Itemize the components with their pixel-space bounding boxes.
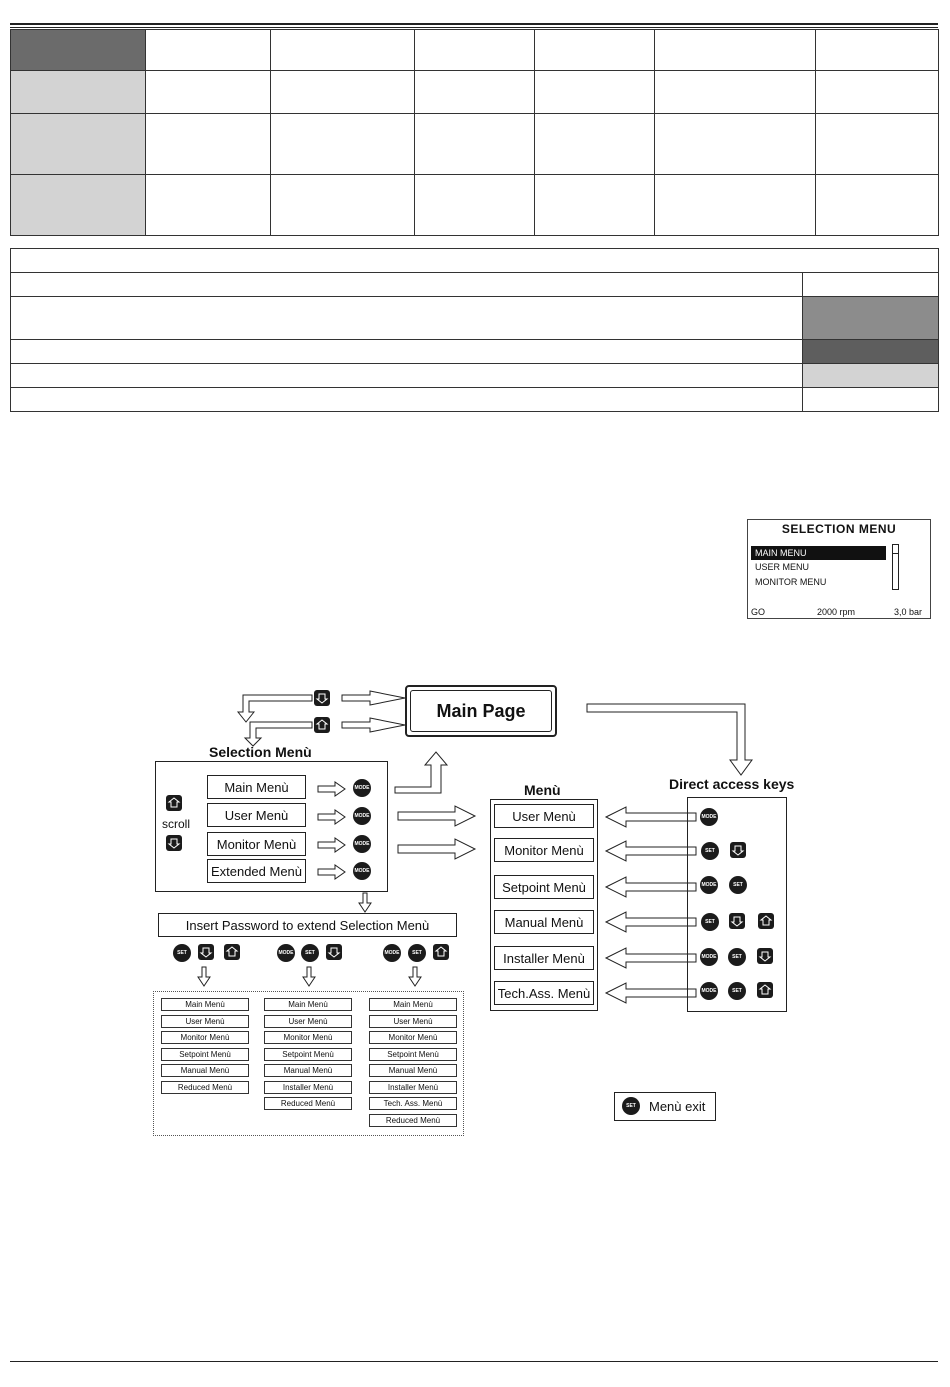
extended-list-item[interactable]: User Menù <box>264 1015 352 1028</box>
menu-exit-label: Menù exit <box>649 1099 706 1114</box>
set-button-icon[interactable]: SET <box>729 876 747 894</box>
down-key-icon[interactable] <box>198 944 214 960</box>
selection-item-main-menu[interactable] <box>207 775 306 799</box>
set-button-icon[interactable]: SET <box>701 842 719 860</box>
main-page-label: Main Page <box>436 700 526 721</box>
menu-item[interactable]: Manual Menù <box>494 910 594 934</box>
lcd-item-monitor-menu: MONITOR MENU <box>755 577 827 587</box>
set-button-icon[interactable]: SET <box>622 1097 640 1115</box>
up-key-icon[interactable] <box>758 913 774 929</box>
selection-item-label: Monitor Menù <box>216 836 297 852</box>
selection-item-label: Extended Menù <box>210 863 303 879</box>
extended-list-item[interactable]: Main Menù <box>161 998 249 1011</box>
mode-button-icon[interactable]: MODE <box>700 948 718 966</box>
lcd-item-user-menu: USER MENU <box>755 562 810 572</box>
extended-list-item[interactable]: Reduced Menù <box>369 1114 457 1127</box>
scroll-down-key-icon[interactable] <box>166 835 182 851</box>
extended-list-item[interactable]: Reduced Menù <box>264 1097 352 1110</box>
lcd-footer-status: GO <box>751 607 766 617</box>
extended-list-item[interactable]: Monitor Menù <box>161 1031 249 1044</box>
mode-button-icon[interactable]: MODE <box>353 807 371 825</box>
menu-item[interactable]: Setpoint Menù <box>494 875 594 899</box>
extended-list-item[interactable]: Manual Menù <box>264 1064 352 1077</box>
main-page-box[interactable] <box>405 685 557 737</box>
direct-access-frame <box>687 797 787 1012</box>
down-key-icon[interactable] <box>730 842 746 858</box>
selection-item-extended-menu[interactable] <box>207 859 306 883</box>
up-key-icon[interactable] <box>314 717 330 733</box>
menu-item[interactable]: User Menù <box>494 804 594 828</box>
mode-button-icon[interactable]: MODE <box>353 862 371 880</box>
extended-list-item[interactable]: User Menù <box>369 1015 457 1028</box>
extended-list-item[interactable]: Tech. Ass. Menù <box>369 1097 457 1110</box>
password-prompt-label: Insert Password to extend Selection Menù <box>185 917 430 933</box>
menu-item[interactable]: Installer Menù <box>494 946 594 970</box>
extended-list-item[interactable]: Manual Menù <box>161 1064 249 1077</box>
extended-list-item[interactable]: Monitor Menù <box>369 1031 457 1044</box>
extended-list-item[interactable]: Installer Menù <box>369 1081 457 1094</box>
extended-list-item[interactable]: Setpoint Menù <box>161 1048 249 1061</box>
extended-list-item[interactable]: Reduced Menù <box>161 1081 249 1094</box>
lcd-footer-pressure: 3,0 bar <box>894 607 923 617</box>
mode-button-icon[interactable]: MODE <box>700 808 718 826</box>
selection-item-monitor-menu[interactable] <box>207 832 306 856</box>
down-key-icon[interactable] <box>326 944 342 960</box>
lcd-title: SELECTION MENU <box>781 522 897 536</box>
extended-list-item[interactable]: Main Menù <box>369 998 457 1011</box>
down-key-icon[interactable] <box>314 690 330 706</box>
mode-button-icon[interactable]: MODE <box>383 944 401 962</box>
up-key-icon[interactable] <box>433 944 449 960</box>
scroll-label: scroll <box>162 817 191 831</box>
mode-button-icon[interactable]: MODE <box>700 876 718 894</box>
selection-menu-title: Selection Menù <box>209 744 312 760</box>
password-prompt[interactable] <box>158 913 457 937</box>
lcd-footer-speed: 2000 rpm <box>817 607 856 617</box>
menu-title: Menù <box>524 782 561 798</box>
set-button-icon[interactable]: SET <box>701 913 719 931</box>
set-button-icon[interactable]: SET <box>408 944 426 962</box>
selection-item-user-menu[interactable] <box>207 803 306 827</box>
extended-list-item[interactable]: Monitor Menù <box>264 1031 352 1044</box>
mode-button-icon[interactable]: MODE <box>353 835 371 853</box>
set-button-icon[interactable]: SET <box>728 982 746 1000</box>
menu-item[interactable]: Monitor Menù <box>494 838 594 862</box>
extended-list-item[interactable]: Main Menù <box>264 998 352 1011</box>
selection-item-label: User Menù <box>224 807 289 823</box>
menu-item[interactable]: Tech.Ass. Menù <box>494 981 594 1005</box>
extended-list-item[interactable]: Installer Menù <box>264 1081 352 1094</box>
mode-button-icon[interactable]: MODE <box>700 982 718 1000</box>
scroll-up-key-icon[interactable] <box>166 795 182 811</box>
set-button-icon[interactable]: SET <box>728 948 746 966</box>
up-key-icon[interactable] <box>224 944 240 960</box>
bottom-rule <box>10 1361 938 1362</box>
extended-list-item[interactable]: Setpoint Menù <box>369 1048 457 1061</box>
extended-list-item[interactable]: Manual Menù <box>369 1064 457 1077</box>
mode-button-icon[interactable]: MODE <box>353 779 371 797</box>
up-key-icon[interactable] <box>757 982 773 998</box>
selection-item-label: Main Menù <box>224 779 289 795</box>
extended-list-item[interactable]: User Menù <box>161 1015 249 1028</box>
down-key-icon[interactable] <box>729 913 745 929</box>
direct-access-title: Direct access keys <box>669 776 795 792</box>
down-key-icon[interactable] <box>757 948 773 964</box>
mode-button-icon[interactable]: MODE <box>277 944 295 962</box>
menu-frame <box>490 799 598 1011</box>
extended-list-item[interactable]: Setpoint Menù <box>264 1048 352 1061</box>
lcd-item-main-menu: MAIN MENU <box>751 546 886 560</box>
set-button-icon[interactable]: SET <box>173 944 191 962</box>
set-button-icon[interactable]: SET <box>301 944 319 962</box>
